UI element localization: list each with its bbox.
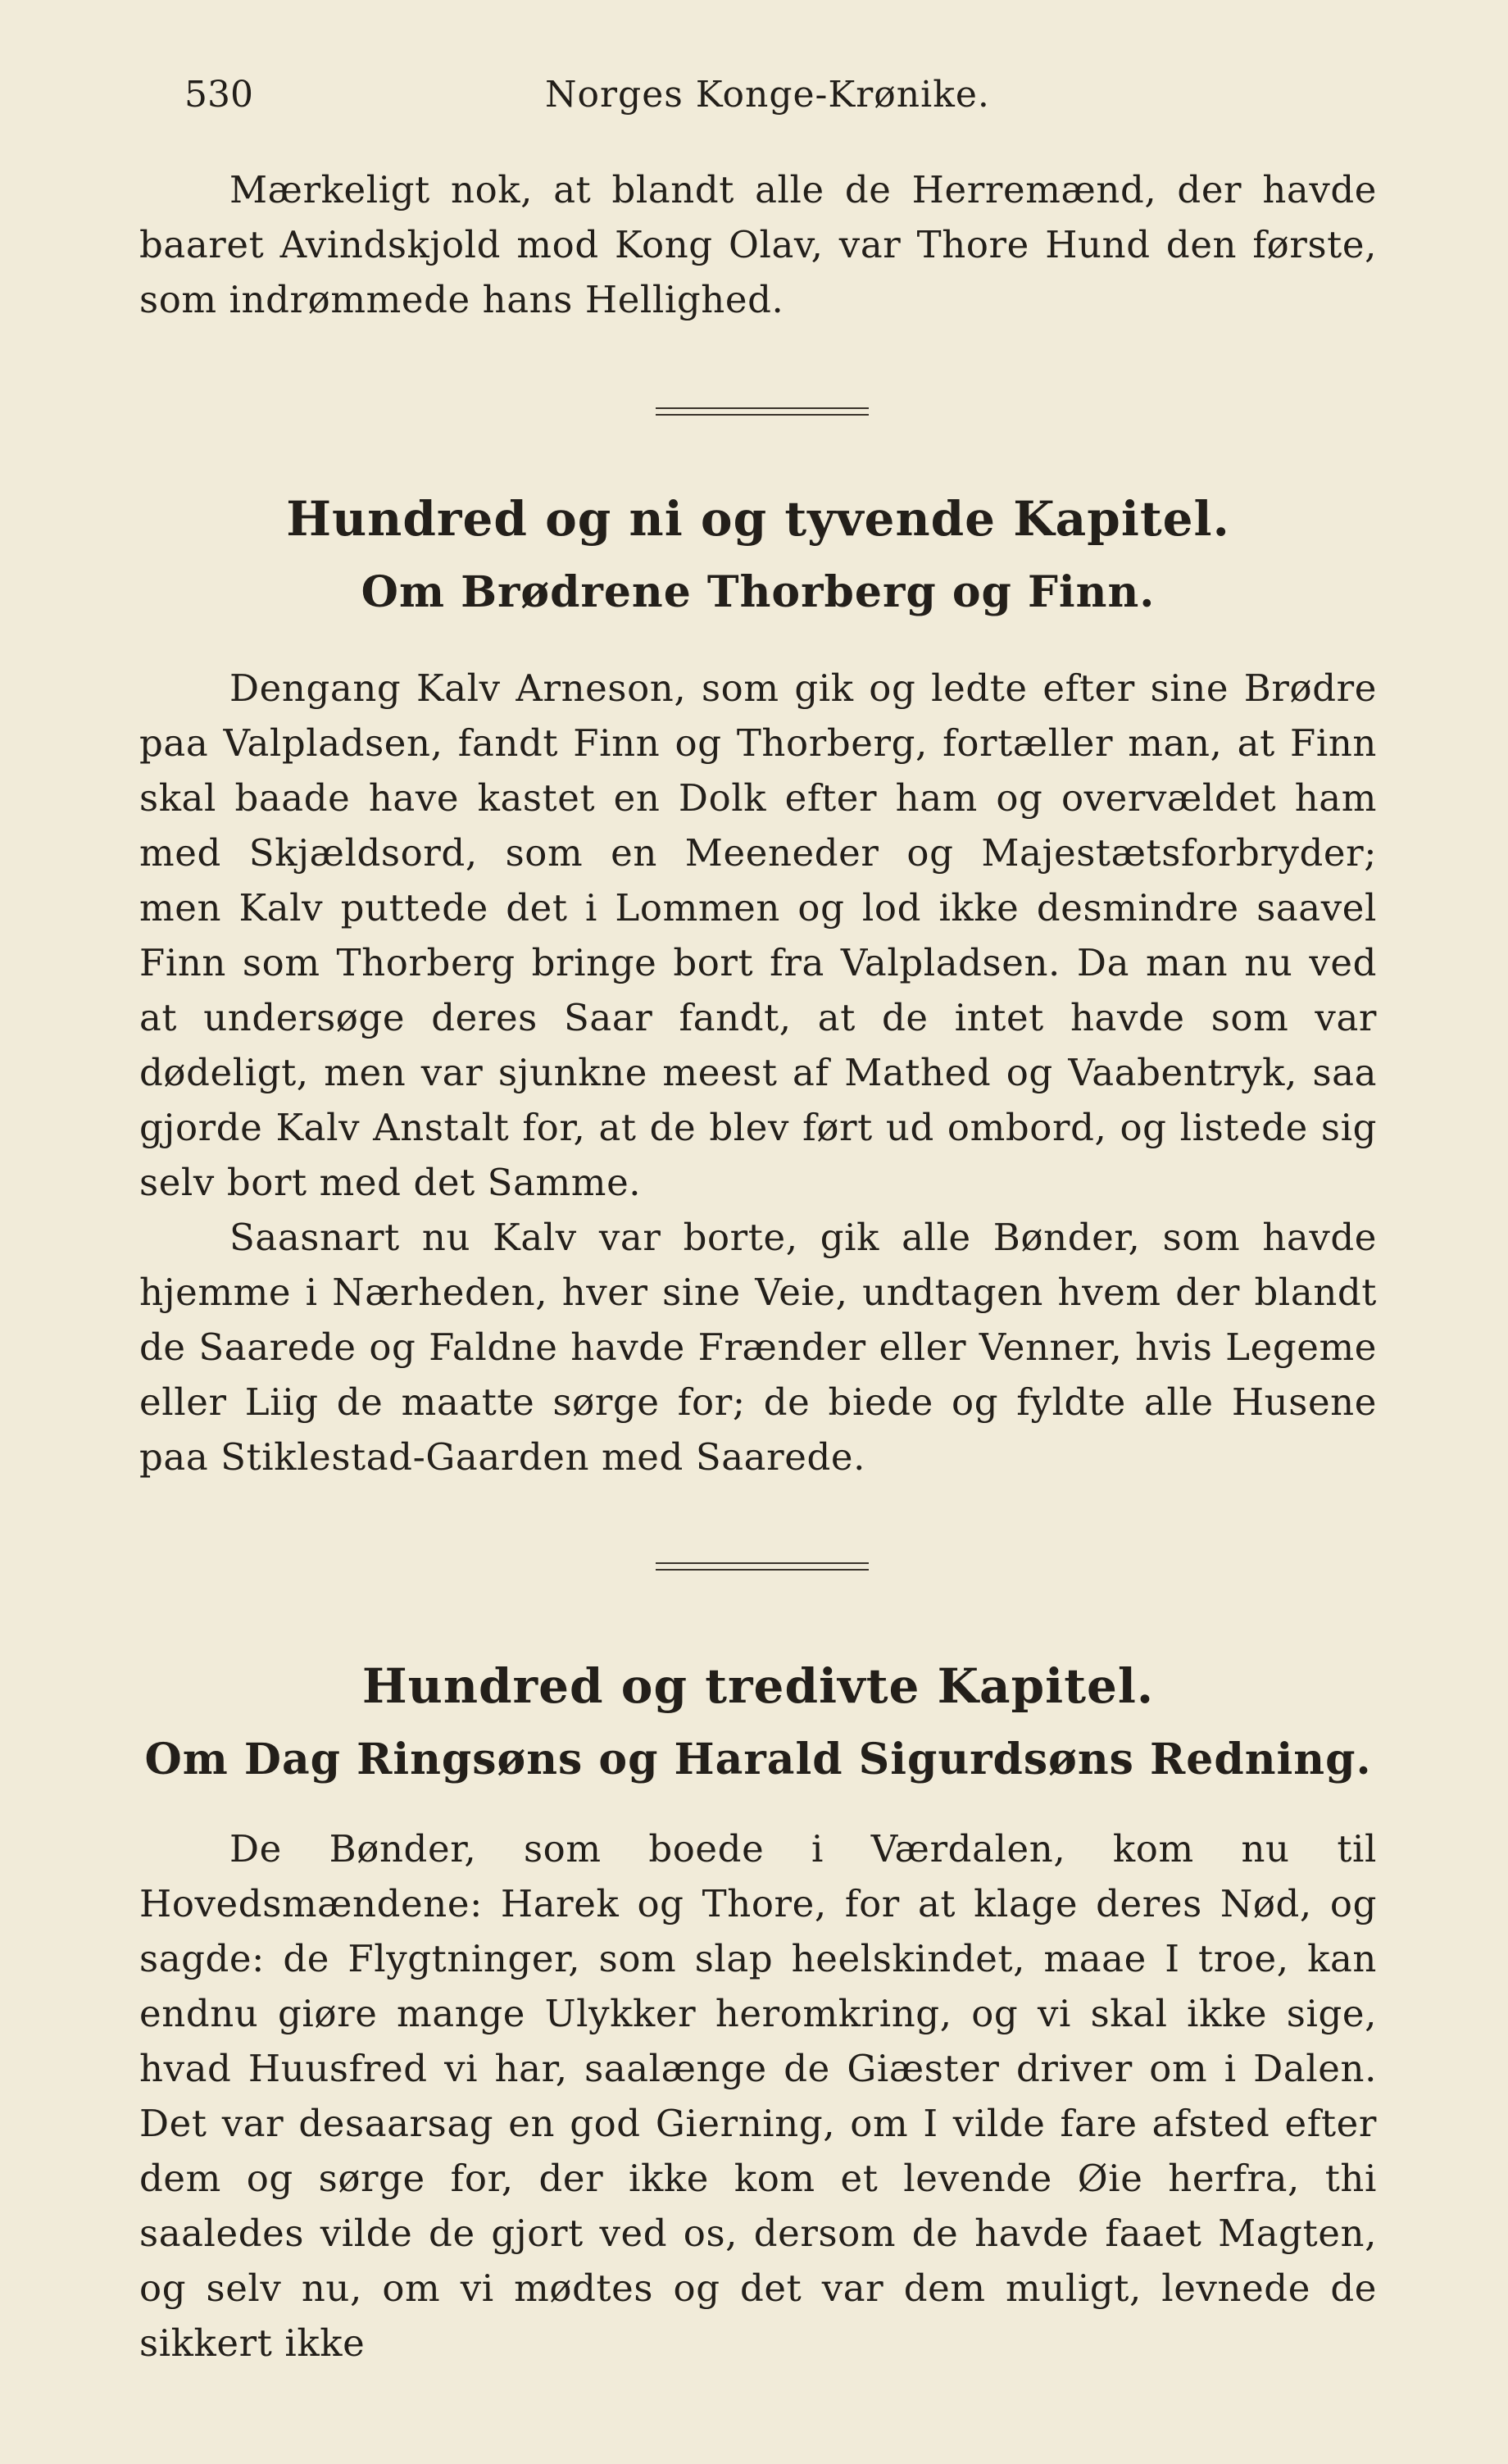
body-paragraph: Dengang Kalv Arneson, som gik og ledte efter sine Brødre paa Valpladsen, fandt Finn og Thorberg, fortæller man, at Finn skal baade have kastet en Dolk efter ham og overvældet ham med Skjældsord, som en Meeneder og Majestætsforbryder; men Kalv puttede det i Lommen og lod ikke desmindre saavel Finn som Thorberg bringe bort fra Valpladsen. Da man nu ved at undersøge deres Saar fandt, at de intet havde som var dødeligt, men var sjunkne meest af Mathed og Vaabentryk, saa gjorde Kalv Anstalt for, at de blev ført ud ombord, og listede sig selv bort med det Samme. [139,666,1377,1204]
section-divider [656,1562,869,1571]
chapter-subtitle: Om Brødrene Thorberg og Finn. [361,567,1156,617]
chapter-body [139,661,1377,1484]
body-paragraph: De Bønder, som boede i Værdalen, kom nu til Hovedsmændene: Harek og Thore, for at klage deres Nød, og sagde: de Flygtninger, som slap heelskindet, maae I troe, kan endnu giøre mange Ulykker heromkring, og vi skal ikke sige, hvad Huusfred vi har, saalænge de Giæster driver om i Dalen. Det var desaarsag en god Gierning, om I vilde fare afsted efter dem og sørge for, der ikke kom et levende Øie herfra, thi saaledes vilde de gjort ved os, dersom de havde faaet Magten, og selv nu, om vi mødtes og det var dem muligt, levnede de sikkert ikke [139,1827,1377,2365]
chapter-title: Hundred og ni og tyvende Kapitel. [286,491,1230,547]
chapter-body [139,1821,1377,2371]
running-title: Norges Konge-Krønike. [545,74,990,116]
body-paragraph: Saasnart nu Kalv var borte, gik alle Bønder, som havde hjemme i Nærheden, hver sine Veie, undtagen hvem der blandt de Saarede og Faldne havde Frænder eller Venner, hvis Legeme eller Liig de maatte sørge for; de biede og fyldte alle Husene paa Stiklestad-Gaarden med Saarede. [139,1216,1377,1479]
chapter-subtitle: Om Dag Ringsøns og Harald Sigurdsøns Redning. [144,1734,1372,1784]
running-head [184,74,1381,123]
intro-text [139,162,1377,327]
page-number: 530 [184,74,253,116]
intro-paragraph: Mærkeligt nok, at blandt alle de Herremænd, der havde baaret Avindskjold mod Kong Olav, var Thore Hund den første, som indrømmede hans Hellighed. [139,168,1377,321]
chapter-title: Hundred og tredivte Kapitel. [361,1658,1155,1714]
section-divider [656,407,869,416]
